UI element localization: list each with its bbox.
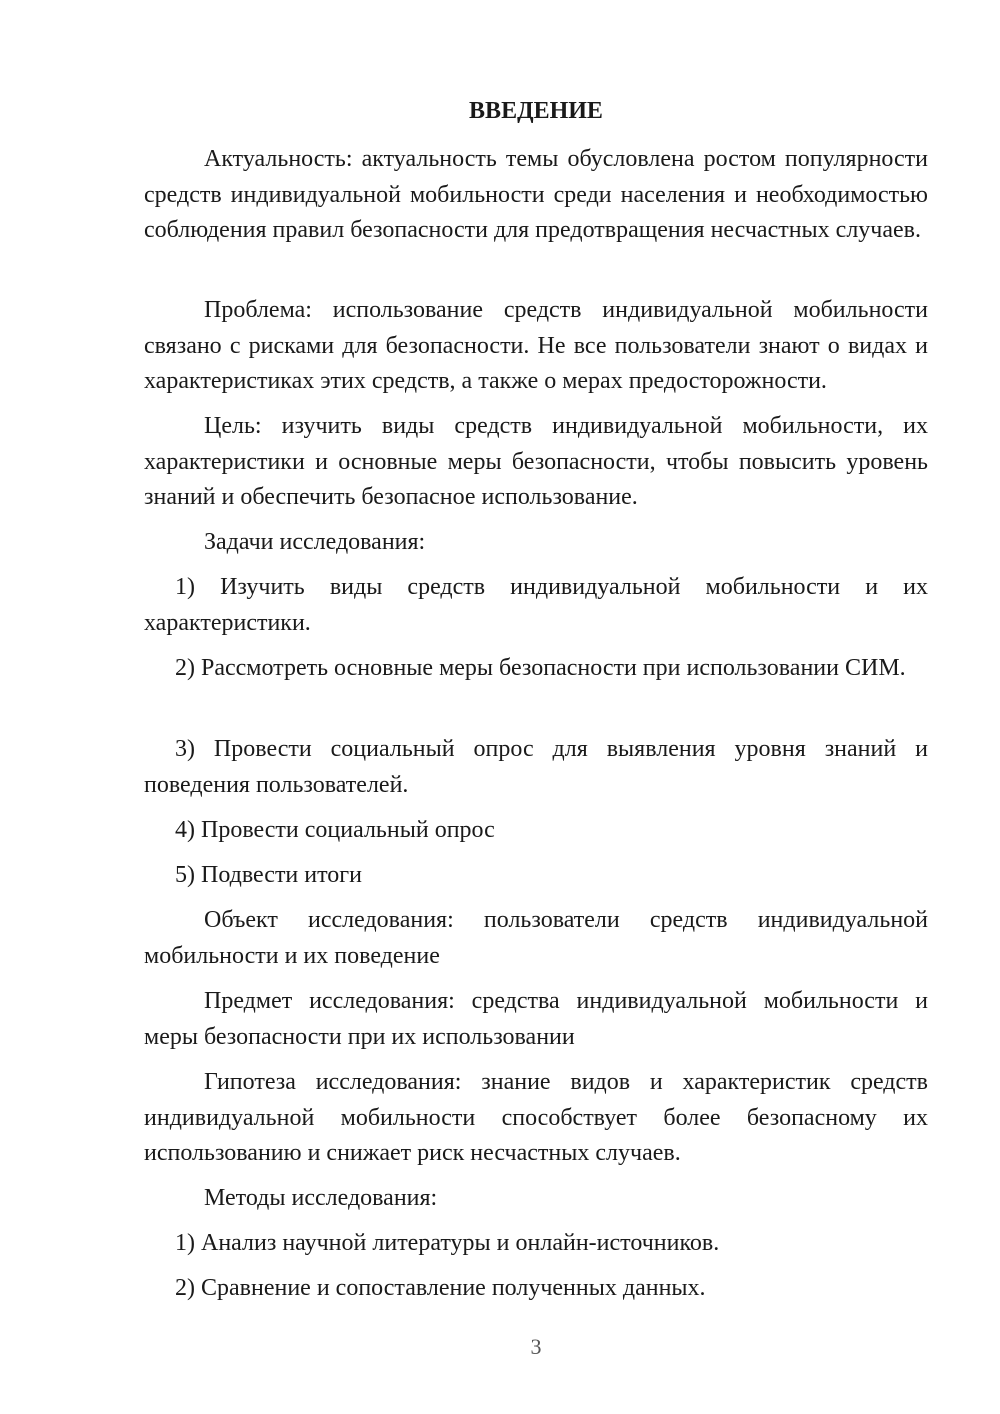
list-item-task-3: 3) Провести социальный опрос для выявления уровня знаний и поведения пользователей. bbox=[144, 736, 928, 798]
page-title: ВВЕДЕНИЕ bbox=[469, 98, 603, 124]
list-item-task-4: 4) Провести социальный опрос bbox=[175, 817, 495, 843]
paragraph-subject: Предмет исследования: средства индивидуальной мобильности и меры безопасности при их использовании bbox=[144, 988, 928, 1050]
paragraph-tasks-heading: Задачи исследования: bbox=[204, 529, 426, 555]
paragraph-goal: Цель: изучить виды средств индивидуальной мобильности, их характеристики и основные меры безопасности, чтобы повысить уровень знаний и обеспечить безопасное использование. bbox=[144, 413, 928, 510]
paragraph-object: Объект исследования: пользователи средств индивидуальной мобильности и их поведение bbox=[144, 907, 928, 969]
list-item-task-5: 5) Подвести итоги bbox=[175, 862, 362, 888]
paragraph-methods-heading: Методы исследования: bbox=[204, 1185, 438, 1211]
paragraph-relevance: Актуальность: актуальность темы обусловлена ростом популярности средств индивидуальной мобильности среди населения и необходимостью соблюдения правил безопасности для предотвращения несчастных случаев. bbox=[144, 146, 928, 243]
list-item-task-2: 2) Рассмотреть основные меры безопасности при использовании СИМ. bbox=[175, 655, 906, 681]
page-number: 3 bbox=[530, 1334, 542, 1359]
list-item-method-1: 1) Анализ научной литературы и онлайн-источников. bbox=[175, 1230, 720, 1256]
paragraph-hypothesis: Гипотеза исследования: знание видов и характеристик средств индивидуальной мобильности способствует более безопасному их использованию и снижает риск несчастных случаев. bbox=[144, 1069, 928, 1166]
paragraph-problem: Проблема: использование средств индивидуальной мобильности связано с рисками для безопасности. Не все пользователи знают о видах и характеристиках этих средств, а также о мерах предосторожности. bbox=[144, 297, 928, 394]
list-item-task-1: 1) Изучить виды средств индивидуальной мобильности и их характеристики. bbox=[144, 574, 928, 636]
list-item-method-2: 2) Сравнение и сопоставление полученных данных. bbox=[175, 1275, 706, 1301]
